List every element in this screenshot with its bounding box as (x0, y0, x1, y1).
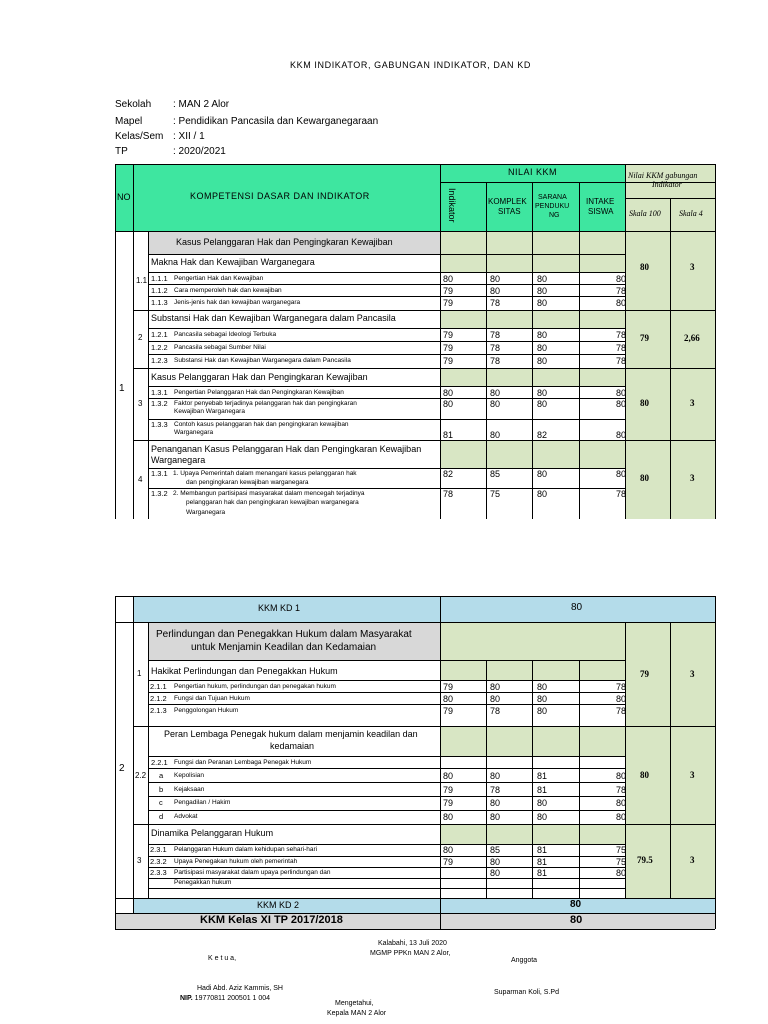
header-kompetensi: KOMPETENSI DASAR DAN INDIKATOR (190, 191, 370, 201)
table-cell-value: 78 (615, 286, 626, 296)
sign-anggota: Anggota (511, 957, 538, 964)
header-skala-4: Skala 4 (679, 209, 703, 218)
table-cell-value: 80 (536, 812, 547, 822)
header-intake: INTAKE (586, 197, 615, 206)
info-value: : MAN 2 Alor (173, 99, 230, 110)
table-cell-value: 79 (443, 682, 454, 692)
table-cell-value: 80 (536, 286, 547, 296)
indicator-code: 2.3.1 (150, 845, 167, 854)
info-label: Sekolah (115, 99, 152, 110)
skala-100-value: 80 (640, 398, 649, 408)
table-cell-value: 80 (615, 771, 626, 781)
table-cell-value: 80 (536, 274, 547, 284)
table-cell-value: 80 (615, 798, 626, 808)
table-cell-value: 79 (443, 857, 454, 867)
table-cell-value: 78 (615, 330, 626, 340)
skala-4-value: 3 (690, 669, 695, 679)
table-cell-value: 80 (443, 771, 454, 781)
group-title: Peran Lembaga Penegak hukum dalam menjamin keadilan dan (164, 729, 418, 739)
info-label: TP (115, 146, 128, 157)
table-cell-value: 79 (443, 343, 454, 353)
indicator-code: 1.3.3 (151, 420, 168, 429)
table-cell-value: 80 (443, 388, 454, 398)
indicator-code: 1.1.2 (151, 286, 168, 295)
indicator-text: Fungsi dan Tujuan Hukum (174, 695, 250, 702)
indicator-text: Cara memperoleh hak dan kewajiban (174, 287, 282, 294)
sign-ketua: K e t u a, (208, 955, 237, 962)
indicator-text: 2. Membangun partisipasi masyarakat dalam mencegah terjadinya (173, 490, 365, 497)
table-cell-value: 80 (443, 274, 454, 284)
header-nilai-kkm: NILAI KKM (508, 167, 558, 177)
sign-place-date: Kalabahi, 13 Juli 2020 (378, 940, 447, 947)
header-kompleksitas: KOMPLEK (488, 197, 527, 206)
table-cell-value: 80 (536, 469, 547, 479)
skala-4-value: 3 (690, 855, 695, 865)
group-title: Hakikat Perlindungan dan Penegakkan Hukum (151, 666, 338, 676)
kd-title: Kasus Pelanggaran Hak dan Pengingkaran Kewajiban (176, 237, 393, 247)
table-cell-value: 81 (536, 857, 547, 867)
table-cell-value: 75 (489, 489, 500, 499)
group-number: 1 (137, 669, 142, 678)
indicator-text: 1. Upaya Pemerintah dalam menangani kasus pelanggaran hak (173, 470, 357, 477)
skala-100-value: 80 (640, 473, 649, 483)
table-cell-value: 81 (443, 430, 454, 440)
table-cell-value: 80 (536, 798, 547, 808)
indicator-code: 2.3.3 (150, 868, 167, 877)
sign-org: MGMP PPKn MAN 2 Alor, (370, 950, 451, 957)
indicator-code: 1.3.1 (151, 469, 168, 478)
header-gabungan: Nilai KKM gabungan (628, 171, 698, 180)
indicator-text: Faktor penyebab terjadinya pelanggaran hak dan pengingkaran (174, 400, 357, 407)
indicator-code: 2.1.1 (150, 682, 167, 691)
info-label: Mapel (115, 116, 143, 127)
indicator-code: 1.3.2 (151, 489, 168, 498)
table-cell-value: 78 (489, 298, 500, 308)
table-cell-value: 79 (443, 298, 454, 308)
skala-4-value: 3 (690, 473, 695, 483)
table-cell-value: 80 (443, 812, 454, 822)
table-cell-value: 80 (536, 399, 547, 409)
indicator-text: Pengadilan / Hakim (174, 799, 231, 806)
skala-100-value: 80 (640, 262, 649, 272)
table-cell-value: 81 (536, 785, 547, 795)
group-title: Warganegara (151, 455, 206, 465)
table-cell-value: 80 (536, 489, 547, 499)
skala-100-value: 79 (640, 333, 649, 343)
indicator-code: 1.2.1 (151, 330, 168, 339)
group-title: Dinamika Pelanggaran Hukum (151, 828, 274, 838)
indicator-text: Pengertian Hak dan Kewajiban (174, 275, 264, 282)
group-number: 2.2 (135, 771, 147, 780)
table-cell-value: 80 (615, 388, 626, 398)
table-cell-value: 80 (536, 356, 547, 366)
anggota-name: Suparman Koli, S.Pd (494, 989, 559, 996)
skala-4-value: 3 (690, 398, 695, 408)
header-indikator: Indikator (447, 188, 457, 223)
group-title: Substansi Hak dan Kewajiban Warganegara dalam Pancasila (151, 313, 396, 323)
ketua-nip: NIP. 19770811 200501 1 004 (180, 995, 271, 1002)
table-cell-value: 80 (489, 694, 500, 704)
indicator-text: Jenis-jenis hak dan kewajiban warganegara (174, 299, 301, 306)
table-cell-value: 80 (489, 388, 500, 398)
table-cell-value: 80 (489, 430, 500, 440)
info-value: : XII / 1 (173, 131, 205, 142)
info-label: Kelas/Sem (115, 131, 164, 142)
table-cell-value: 78 (489, 356, 500, 366)
table-cell-value: 80 (615, 812, 626, 822)
table-cell-value: 80 (615, 399, 626, 409)
indicator-text: Kejaksaan (174, 786, 205, 793)
table-cell-value: 81 (536, 868, 547, 878)
indicator-text: Substansi Hak dan Kewajiban Warganegara dalam Pancasila (174, 357, 351, 364)
table-cell-value: 79 (443, 798, 454, 808)
sign-kepala: Kepala MAN 2 Alor (327, 1010, 387, 1017)
table-cell-value: 80 (615, 430, 626, 440)
sign-mengetahui: Mengetahui, (335, 1000, 374, 1007)
group-number: 3 (137, 856, 142, 865)
table-cell-value: 79 (443, 706, 454, 716)
header-no: NO (117, 192, 131, 202)
kd-number: 2 (119, 763, 125, 774)
indicator-code: 2.1.2 (150, 694, 167, 703)
skala-100-value: 79 (640, 669, 649, 679)
indicator-code: d (159, 812, 164, 821)
kkm-kd1-value: 80 (571, 602, 583, 613)
table-cell-value: 80 (536, 330, 547, 340)
indicator-code: b (159, 785, 164, 794)
kkm-kd2-label: KKM KD 2 (257, 900, 300, 910)
table-cell-value: 80 (615, 274, 626, 284)
group-number: 1.1 (136, 276, 148, 285)
table-cell-value: 78 (615, 356, 626, 366)
table-cell-value: 79 (443, 785, 454, 795)
table-cell-value: 80 (615, 469, 626, 479)
table-cell-value: 78 (615, 682, 626, 692)
table-cell-value: 79 (443, 286, 454, 296)
table-cell-value: 80 (489, 274, 500, 284)
table-cell-value: 80 (443, 845, 454, 855)
indicator-text: Advokat (174, 813, 198, 820)
indicator-text: Penggolongan Hukum (174, 707, 239, 714)
indicator-text: Contoh kasus pelanggaran hak dan pengingkaran kewajiban (174, 421, 349, 428)
indicator-text: Warganegara (186, 509, 226, 516)
indicator-code: 1.3.2 (151, 399, 168, 408)
header-sarana: SARANA (538, 194, 567, 201)
indicator-text: Penegakkan hukum (174, 879, 232, 886)
table-cell-value: 80 (489, 857, 500, 867)
table-cell-value: 75 (615, 857, 626, 867)
table-cell-value: 82 (536, 430, 547, 440)
group-title: Makna Hak dan Kewajiban Warganegara (151, 257, 315, 267)
table-cell-value: 85 (489, 469, 500, 479)
table-cell-value: 78 (489, 785, 500, 795)
info-value: : Pendidikan Pancasila dan Kewarganegaraan (173, 116, 379, 127)
table-cell-value: 80 (443, 694, 454, 704)
indicator-code: 1.1.1 (151, 274, 168, 283)
table-cell-value: 79 (443, 356, 454, 366)
group-number: 2 (138, 333, 143, 342)
skala-100-value: 80 (640, 770, 649, 780)
indicator-text: Kewajiban Warganegara (174, 408, 245, 415)
skala-100-value: 79.5 (637, 855, 653, 865)
group-number: 4 (138, 475, 143, 484)
table-cell-value: 80 (536, 343, 547, 353)
table-cell-value: 78 (615, 489, 626, 499)
indicator-text: Pancasila sebagai Sumber Nilai (174, 344, 266, 351)
group-title: Kasus Pelanggaran Hak dan Pengingkaran Kewajiban (151, 372, 368, 382)
kkm-kelas-label: KKM Kelas XI TP 2017/2018 (200, 914, 343, 926)
table-cell-value: 80 (615, 694, 626, 704)
table-cell-value: 80 (489, 812, 500, 822)
indicator-code: 1.2.3 (151, 356, 168, 365)
indicator-text: Pengertian hukum, perlindungan dan penegakan hukum (174, 683, 336, 690)
info-value: : 2020/2021 (173, 146, 226, 157)
table-cell-value: 81 (536, 771, 547, 781)
indicator-code: 2.1.3 (150, 706, 167, 715)
indicator-text: Warganegara (174, 429, 214, 436)
indicator-code: 1.2.2 (151, 343, 168, 352)
indicator-text: Upaya Penegakan hukum oleh pemerintah (174, 858, 298, 865)
indicator-code: 2.2.1 (151, 758, 168, 767)
table-cell-value: 80 (489, 798, 500, 808)
table-cell-value: 78 (615, 343, 626, 353)
kkm-kd2-value: 80 (570, 899, 582, 910)
indicator-text: dan pengingkaran kewajiban warganegara (186, 479, 309, 486)
table-cell-value: 79 (443, 330, 454, 340)
header-skala-100: Skala 100 (629, 209, 661, 218)
group-title: kedamaian (270, 741, 315, 751)
table-cell-value: 80 (536, 706, 547, 716)
table-cell-value: 80 (489, 771, 500, 781)
indicator-text: Fungsi dan Peranan Lembaga Penegak Hukum (174, 759, 312, 766)
indicator-text: Kepolisian (174, 772, 204, 779)
table-cell-value: 78 (615, 785, 626, 795)
indicator-text: Partisipasi masyarakat dalam upaya perlindungan dan (174, 869, 331, 876)
indicator-code: c (159, 798, 163, 807)
table-cell-value: 80 (489, 286, 500, 296)
table-cell-value: 80 (489, 868, 500, 878)
table-cell-value: 78 (489, 330, 500, 340)
indicator-code: 1.1.3 (151, 298, 168, 307)
table-cell-value: 80 (536, 298, 547, 308)
table-cell-value: 78 (443, 489, 454, 499)
indicator-text: Pengertian Pelanggaran Hak dan Pengingkaran Kewajiban (174, 389, 344, 396)
table-cell-value: 80 (615, 298, 626, 308)
skala-4-value: 2,66 (684, 333, 700, 343)
kkm-kd1-label: KKM KD 1 (258, 603, 301, 613)
table-cell-value: 75 (615, 845, 626, 855)
table-cell-value: 80 (443, 399, 454, 409)
table-cell-value: 80 (489, 399, 500, 409)
indicator-code: 1.3.1 (151, 388, 168, 397)
kkm-kelas-value: 80 (570, 914, 583, 926)
table-cell-value: 78 (615, 706, 626, 716)
kd-number: 1 (119, 383, 125, 394)
table-cell-value: 82 (443, 469, 454, 479)
indicator-code: 2.3.2 (150, 857, 167, 866)
skala-4-value: 3 (690, 262, 695, 272)
group-title: Penanganan Kasus Pelanggaran Hak dan Pengingkaran Kewajiban (151, 444, 422, 454)
table-cell-value: 80 (489, 682, 500, 692)
group-number: 3 (138, 399, 143, 408)
table-cell-value: 81 (536, 845, 547, 855)
kd-title: Perlindungan dan Penegakkan Hukum dalam Masyarakat (156, 629, 412, 640)
document-title: KKM INDIKATOR, GABUNGAN INDIKATOR, DAN KD (290, 60, 531, 70)
table-cell-value: 80 (615, 868, 626, 878)
ketua-name: Hadi Abd. Aziz Kammis, SH (197, 985, 283, 992)
indicator-text: Pancasila sebagai Ideologi Terbuka (174, 331, 277, 338)
table-cell-value: 80 (536, 694, 547, 704)
table-cell-value: 85 (489, 845, 500, 855)
table-cell-value: 80 (536, 388, 547, 398)
table-cell-value: 80 (536, 682, 547, 692)
table-cell-value: 78 (489, 343, 500, 353)
skala-4-value: 3 (690, 770, 695, 780)
indicator-code: a (159, 771, 164, 780)
indicator-text: Pelanggaran Hukum dalam kehidupan sehari-hari (174, 846, 318, 853)
table-cell-value: 78 (489, 706, 500, 716)
indicator-text: pelanggaran hak dan pengingkaran kewajiban warganegara (186, 499, 359, 506)
